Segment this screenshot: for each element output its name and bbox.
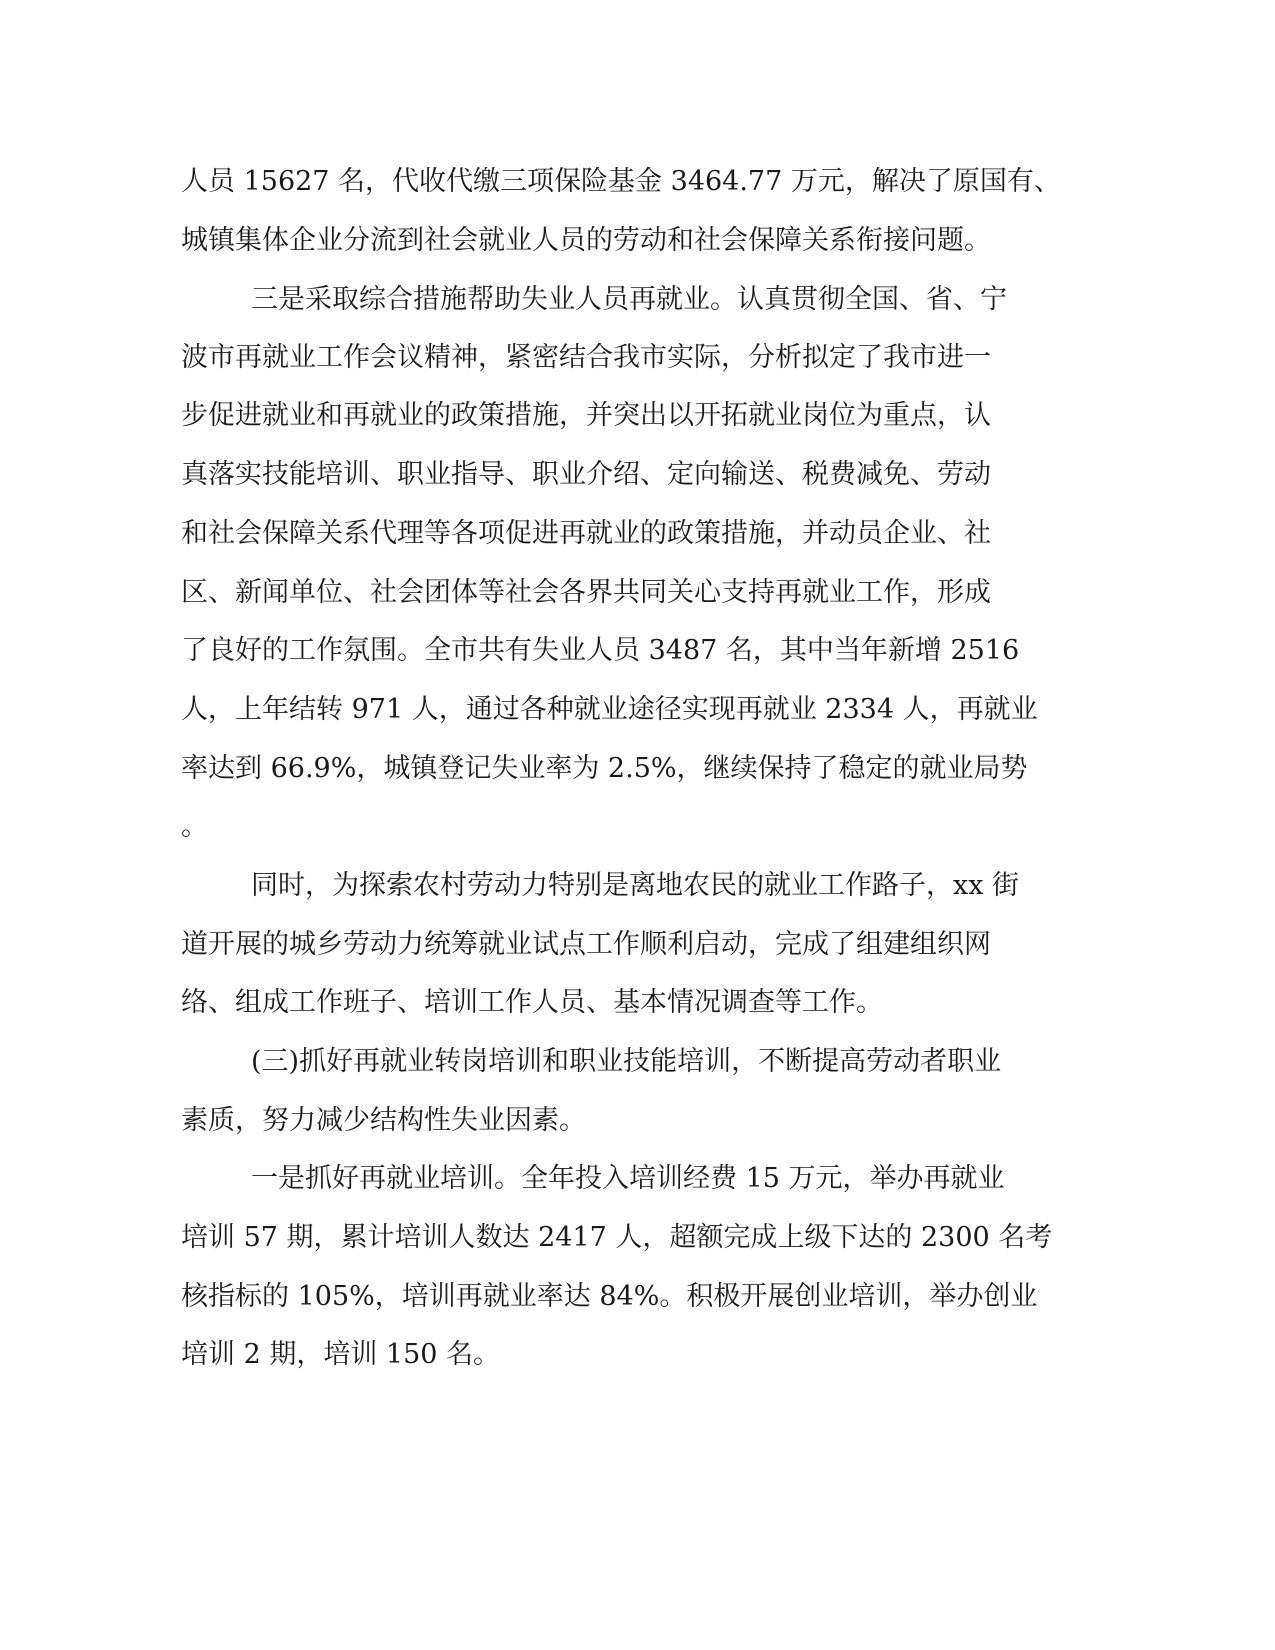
text-line: 道开展的城乡劳动力统筹就业试点工作顺利启动，完成了组建组织网: [181, 929, 991, 960]
text-line: 城镇集体企业分流到社会就业人员的劳动和社会保障关系衔接问题。: [181, 225, 991, 256]
text-line: 和社会保障关系代理等各项促进再就业的政策措施，并动员企业、社: [181, 518, 991, 549]
text-line: 核指标的 105%，培训再就业率达 84%。积极开展创业培训，举办创业: [181, 1281, 1038, 1312]
text-line: 培训 2 期，培训 150 名。: [181, 1339, 501, 1370]
text-line: 波市再就业工作会议精神，紧密结合我市实际，分析拟定了我市进一: [181, 342, 991, 373]
text-line: 率达到 66.9%，城镇登记失业率为 2.5%，继续保持了稳定的就业局势: [181, 753, 1028, 784]
text-line: 素质，努力减少结构性失业因素。: [181, 1105, 586, 1136]
text-line: 区、新闻单位、社会团体等社会各界共同关心支持再就业工作，形成: [181, 577, 991, 608]
text-line: 人，上年结转 971 人，通过各种就业途径实现再就业 2334 人，再就业: [181, 694, 1038, 725]
text-line: 人员 15627 名，代收代缴三项保险基金 3464.77 万元，解决了原国有、: [181, 166, 1061, 197]
text-line: 三是采取综合措施帮助失业人员再就业。认真贯彻全国、省、宁: [251, 284, 1007, 315]
text-line: 步促进就业和再就业的政策措施，并突出以开拓就业岗位为重点，认: [181, 400, 991, 431]
text-line: 。: [181, 811, 208, 842]
text-line: 培训 57 期，累计培训人数达 2417 人，超额完成上级下达的 2300 名考: [181, 1222, 1053, 1253]
text-line: 同时，为探索农村劳动力特别是离地农民的就业工作路子，xx 街: [251, 870, 1020, 901]
text-line: 真落实技能培训、职业指导、职业介绍、定向输送、税费减免、劳动: [181, 459, 991, 490]
text-line: (三)抓好再就业转岗培训和职业技能培训，不断提高劳动者职业: [251, 1046, 1002, 1077]
text-line: 络、组成工作班子、培训工作人员、基本情况调查等工作。: [181, 987, 883, 1018]
text-line: 了良好的工作氛围。全市共有失业人员 3487 名，其中当年新增 2516: [181, 635, 1020, 666]
text-line: 一是抓好再就业培训。全年投入培训经费 15 万元，举办再就业: [251, 1163, 1005, 1194]
